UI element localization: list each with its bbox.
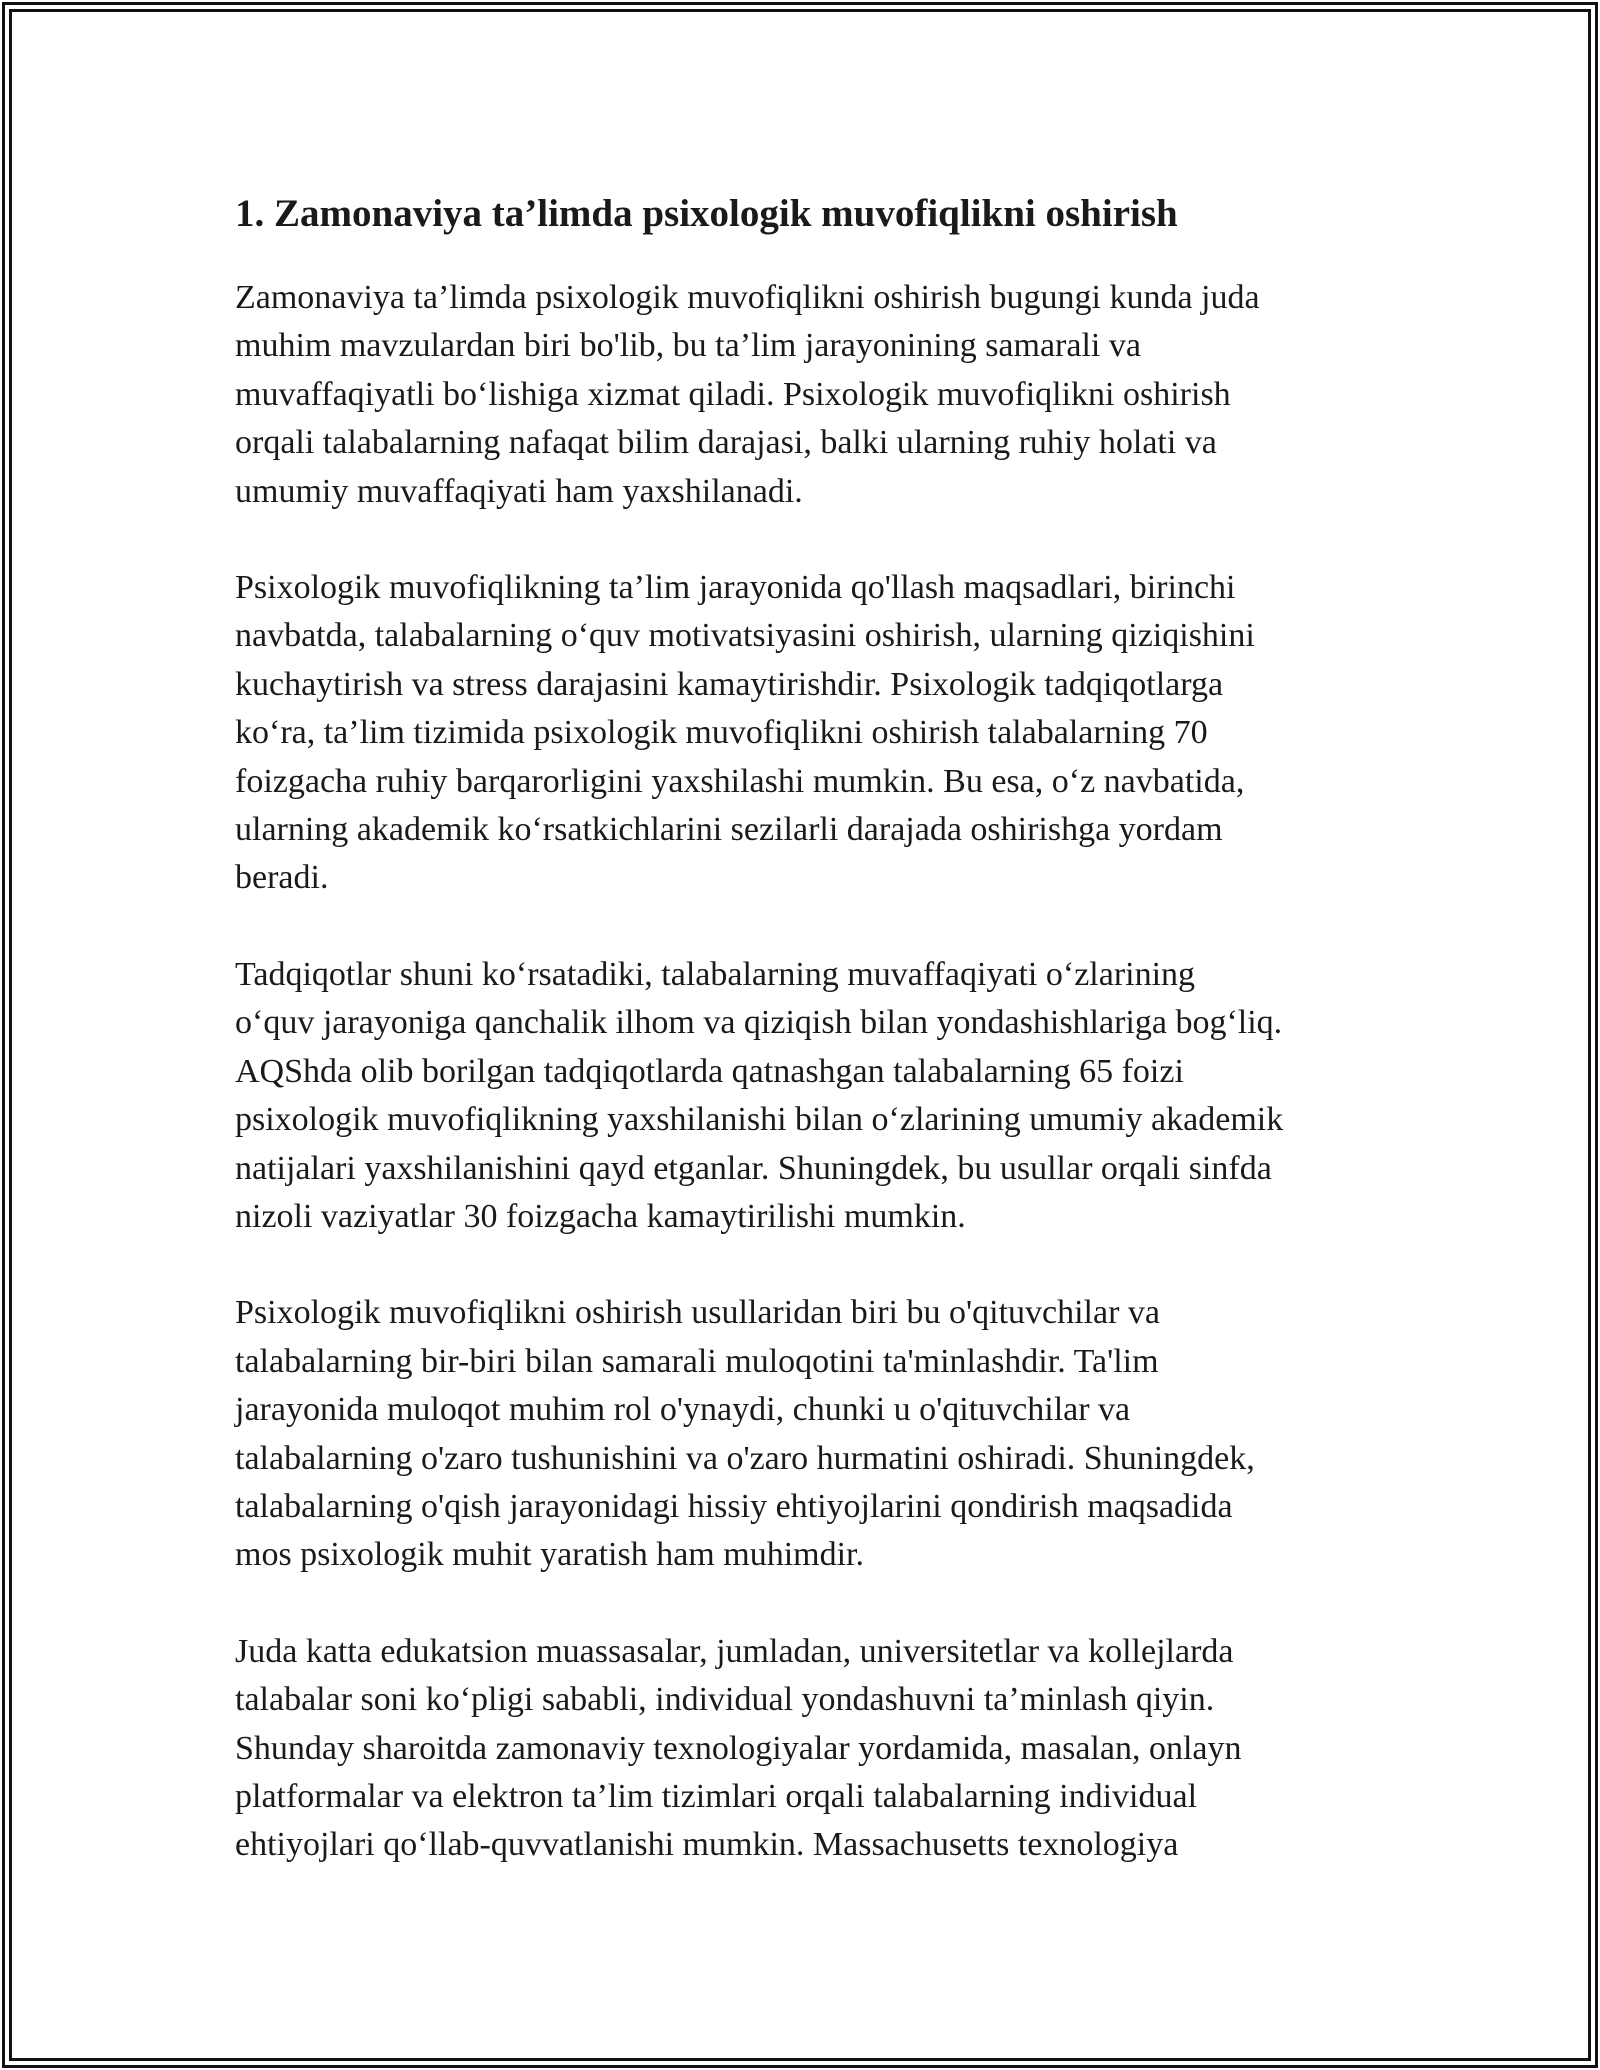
paragraph-line: Psixologik muvofiqlikning ta’lim jarayonida qo'llash maqsadlari, birinchi — [235, 569, 1236, 607]
paragraph-line: psixologik muvofiqlikning yaxshilanishi bilan o‘zlarining umumiy akademik — [235, 1101, 1284, 1139]
paragraph-line: Shunday sharoitda zamonaviy texnologiyalar yordamida, masalan, onlayn — [235, 1729, 1242, 1767]
paragraph-line: talabalarning o'qish jarayonidagi hissiy ehtiyojlarini qondirish maqsadida — [235, 1487, 1233, 1525]
paragraph-line: talabalarning bir-biri bilan samarali muloqotini ta'minlashdir. Ta'lim — [235, 1342, 1159, 1380]
paragraph-4 — [235, 1289, 1375, 1579]
paragraph-line: AQShda olib borilgan tadqiqotlarda qatnashgan talabalarning 65 foizi — [235, 1052, 1184, 1090]
paragraph-line: navbatda, talabalarning o‘quv motivatsiyasini oshirish, ularning qiziqishini — [235, 617, 1255, 655]
paragraph-line: kuchaytirish va stress darajasini kamaytirishdir. Psixologik tadqiqotlarga — [235, 665, 1224, 703]
paragraph-line: natijalari yaxshilanishini qayd etganlar. Shuningdek, bu usullar orqali sinfda — [235, 1149, 1272, 1187]
paragraph-2 — [235, 564, 1375, 903]
paragraph-line: ularning akademik ko‘rsatkichlarini sezilarli darajada oshirishga yordam — [235, 811, 1223, 849]
paragraph-line: platformalar va elektron ta’lim tizimlari orqali talabalarning individual — [235, 1777, 1198, 1815]
document-body — [235, 184, 1375, 1870]
section-heading: 1. Zamonaviya ta’limda psixologik muvofiqlikni oshirish — [235, 192, 1178, 235]
paragraph-line: Psixologik muvofiqlikni oshirish usullaridan biri bu o'qituvchilar va — [235, 1294, 1161, 1332]
paragraph-line: jarayonida muloqot muhim rol o'ynaydi, chunki u o'qituvchilar va — [235, 1391, 1131, 1429]
paragraph-line: Zamonaviya ta’limda psixologik muvofiqlikni oshirish bugungi kunda juda — [235, 279, 1260, 316]
paragraph-line: muvaffaqiyatli bo‘lishiga xizmat qiladi. Psixologik muvofiqlikni oshirish — [235, 375, 1231, 413]
paragraph-line: ko‘ra, ta’lim tizimida psixologik muvofiqlikni oshirish talabalarning 70 — [235, 714, 1208, 752]
paragraph-line: umumiy muvaffaqiyati ham yaxshilanadi. — [235, 472, 803, 510]
paragraph-line: talabalarning o'zaro tushunishini va o'zaro hurmatini oshiradi. Shuningdek, — [235, 1439, 1255, 1477]
paragraph-line: beradi. — [235, 859, 329, 897]
paragraph-line: nizoli vaziyatlar 30 foizgacha kamaytirilishi mumkin. — [235, 1197, 966, 1235]
paragraph-line: o‘quv jarayoniga qanchalik ilhom va qiziqish bilan yondashishlariga bog‘liq. — [235, 1004, 1283, 1042]
paragraph-line: talabalar soni ko‘pligi sababli, individual yondashuvni ta’minlash qiyin. — [235, 1681, 1215, 1719]
paragraph-line: muhim mavzulardan biri bo'lib, bu ta’lim jarayonining samarali va — [235, 327, 1141, 365]
paragraph-line: mos psixologik muhit yaratish ham muhimdir. — [235, 1536, 864, 1574]
paragraph-line: ehtiyojlari qo‘llab-quvvatlanishi mumkin. Massachusetts texnologiya — [235, 1826, 1179, 1864]
paragraph-1 — [235, 274, 1375, 516]
paragraph-3 — [235, 951, 1375, 1241]
paragraph-line: Tadqiqotlar shuni ko‘rsatadiki, talabalarning muvaffaqiyati o‘zlarining — [235, 955, 1196, 993]
paragraph-line: Juda katta edukatsion muassasalar, jumladan, universitetlar va kollejlarda — [235, 1632, 1234, 1670]
paragraph-line: foizgacha ruhiy barqarorligini yaxshilashi mumkin. Bu esa, o‘z navbatida, — [235, 762, 1245, 800]
paragraph-line: orqali talabalarning nafaqat bilim darajasi, balki ularning ruhiy holati va — [235, 424, 1217, 462]
paragraph-5 — [235, 1628, 1375, 1870]
